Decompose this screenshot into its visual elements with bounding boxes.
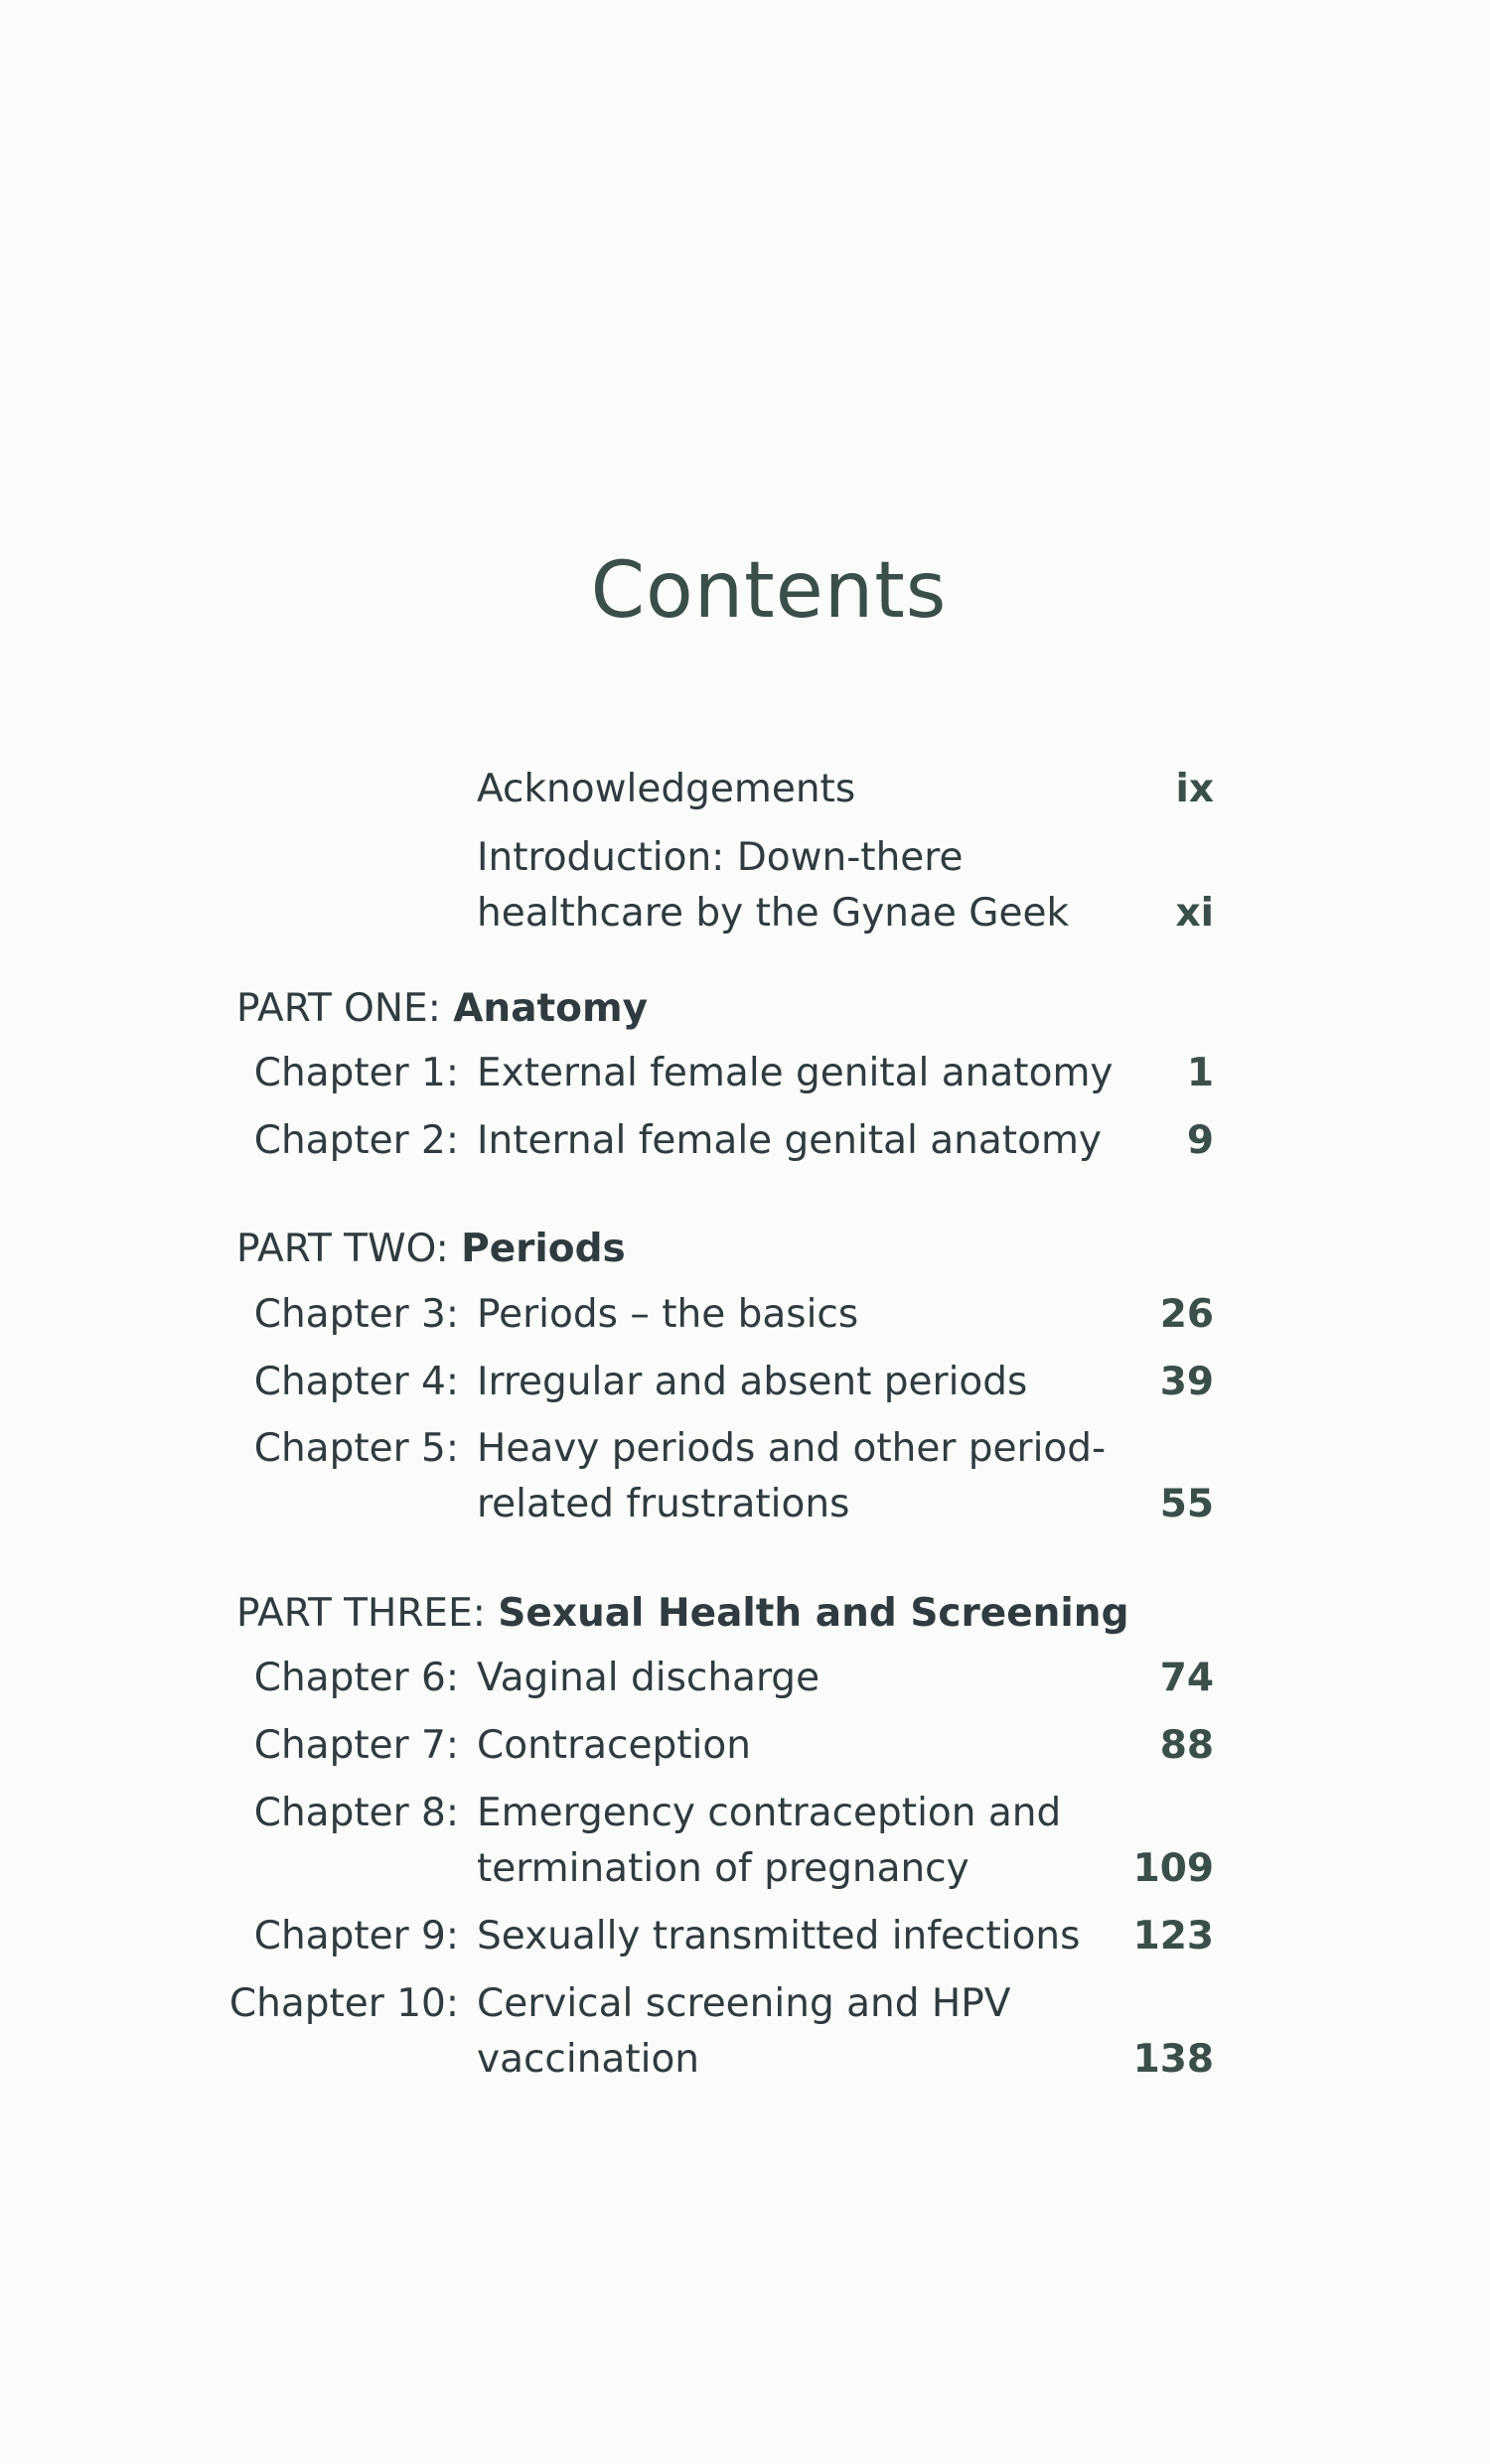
entry-title-line: Irregular and absent periods — [477, 1360, 1028, 1404]
chapter-label: Chapter 10: — [228, 1981, 459, 2026]
chapter-label: Chapter 4: — [253, 1360, 459, 1404]
entry-title-line: Emergency contraception and — [477, 1791, 1062, 1835]
chapter-label: Chapter 2: — [253, 1118, 459, 1163]
entry-title-line: vaccination — [477, 2037, 700, 2082]
chapter-label: Chapter 9: — [253, 1914, 459, 1958]
entry-page-number: 9 — [1186, 1118, 1214, 1163]
part-heading-three — [236, 1586, 1128, 1642]
entry-page-number: 109 — [1132, 1846, 1214, 1891]
entry-title-line: related frustrations — [477, 1482, 850, 1526]
entry-title-line: External female genital anatomy — [477, 1051, 1114, 1095]
entry-page-number: 55 — [1159, 1482, 1214, 1526]
entry-title-line: Internal female genital anatomy — [477, 1118, 1103, 1163]
part-heading-two — [236, 1222, 626, 1277]
entry-title-line: healthcare by the Gynae Geek — [477, 891, 1070, 936]
part-name: Anatomy — [453, 986, 649, 1031]
entry-title-line: Cervical screening and HPV — [477, 1981, 1011, 2026]
entry-title-line: Vaginal discharge — [477, 1656, 820, 1700]
entry-title-line: Periods – the basics — [477, 1292, 859, 1337]
chapter-label: Chapter 8: — [253, 1791, 459, 1835]
entry-title-line: Sexually transmitted infections — [477, 1914, 1081, 1958]
entry-title-line: Contraception — [477, 1723, 751, 1768]
part-name: Periods — [461, 1227, 626, 1271]
entry-page-number: 26 — [1159, 1292, 1214, 1337]
entry-title-line: termination of pregnancy — [477, 1846, 969, 1891]
part-label: PART TWO: — [236, 1227, 449, 1271]
chapter-label: Chapter 3: — [253, 1292, 459, 1337]
chapter-label: Chapter 1: — [253, 1051, 459, 1095]
part-label: PART ONE: — [236, 986, 441, 1031]
entry-page-number: 138 — [1132, 2037, 1214, 2082]
entry-page-number: 39 — [1159, 1360, 1214, 1404]
entry-title-line: Acknowledgements — [477, 767, 856, 811]
entry-page-number: 88 — [1159, 1723, 1214, 1768]
entry-page-number: xi — [1175, 891, 1214, 936]
entry-page-number: 74 — [1159, 1656, 1214, 1700]
chapter-label: Chapter 5: — [253, 1426, 459, 1471]
entry-title-line: Introduction: Down-there — [477, 835, 964, 880]
part-heading-one — [236, 981, 648, 1037]
chapter-label: Chapter 6: — [253, 1656, 459, 1700]
entry-page-number: 1 — [1186, 1051, 1214, 1095]
page-title: Contents — [590, 546, 948, 636]
entry-page-number: 123 — [1132, 1914, 1214, 1958]
entry-title-line: Heavy periods and other period- — [477, 1426, 1107, 1471]
part-label: PART THREE: — [236, 1591, 486, 1636]
part-name: Sexual Health and Screening — [498, 1591, 1129, 1636]
chapter-label: Chapter 7: — [253, 1723, 459, 1768]
entry-page-number: ix — [1175, 767, 1214, 811]
